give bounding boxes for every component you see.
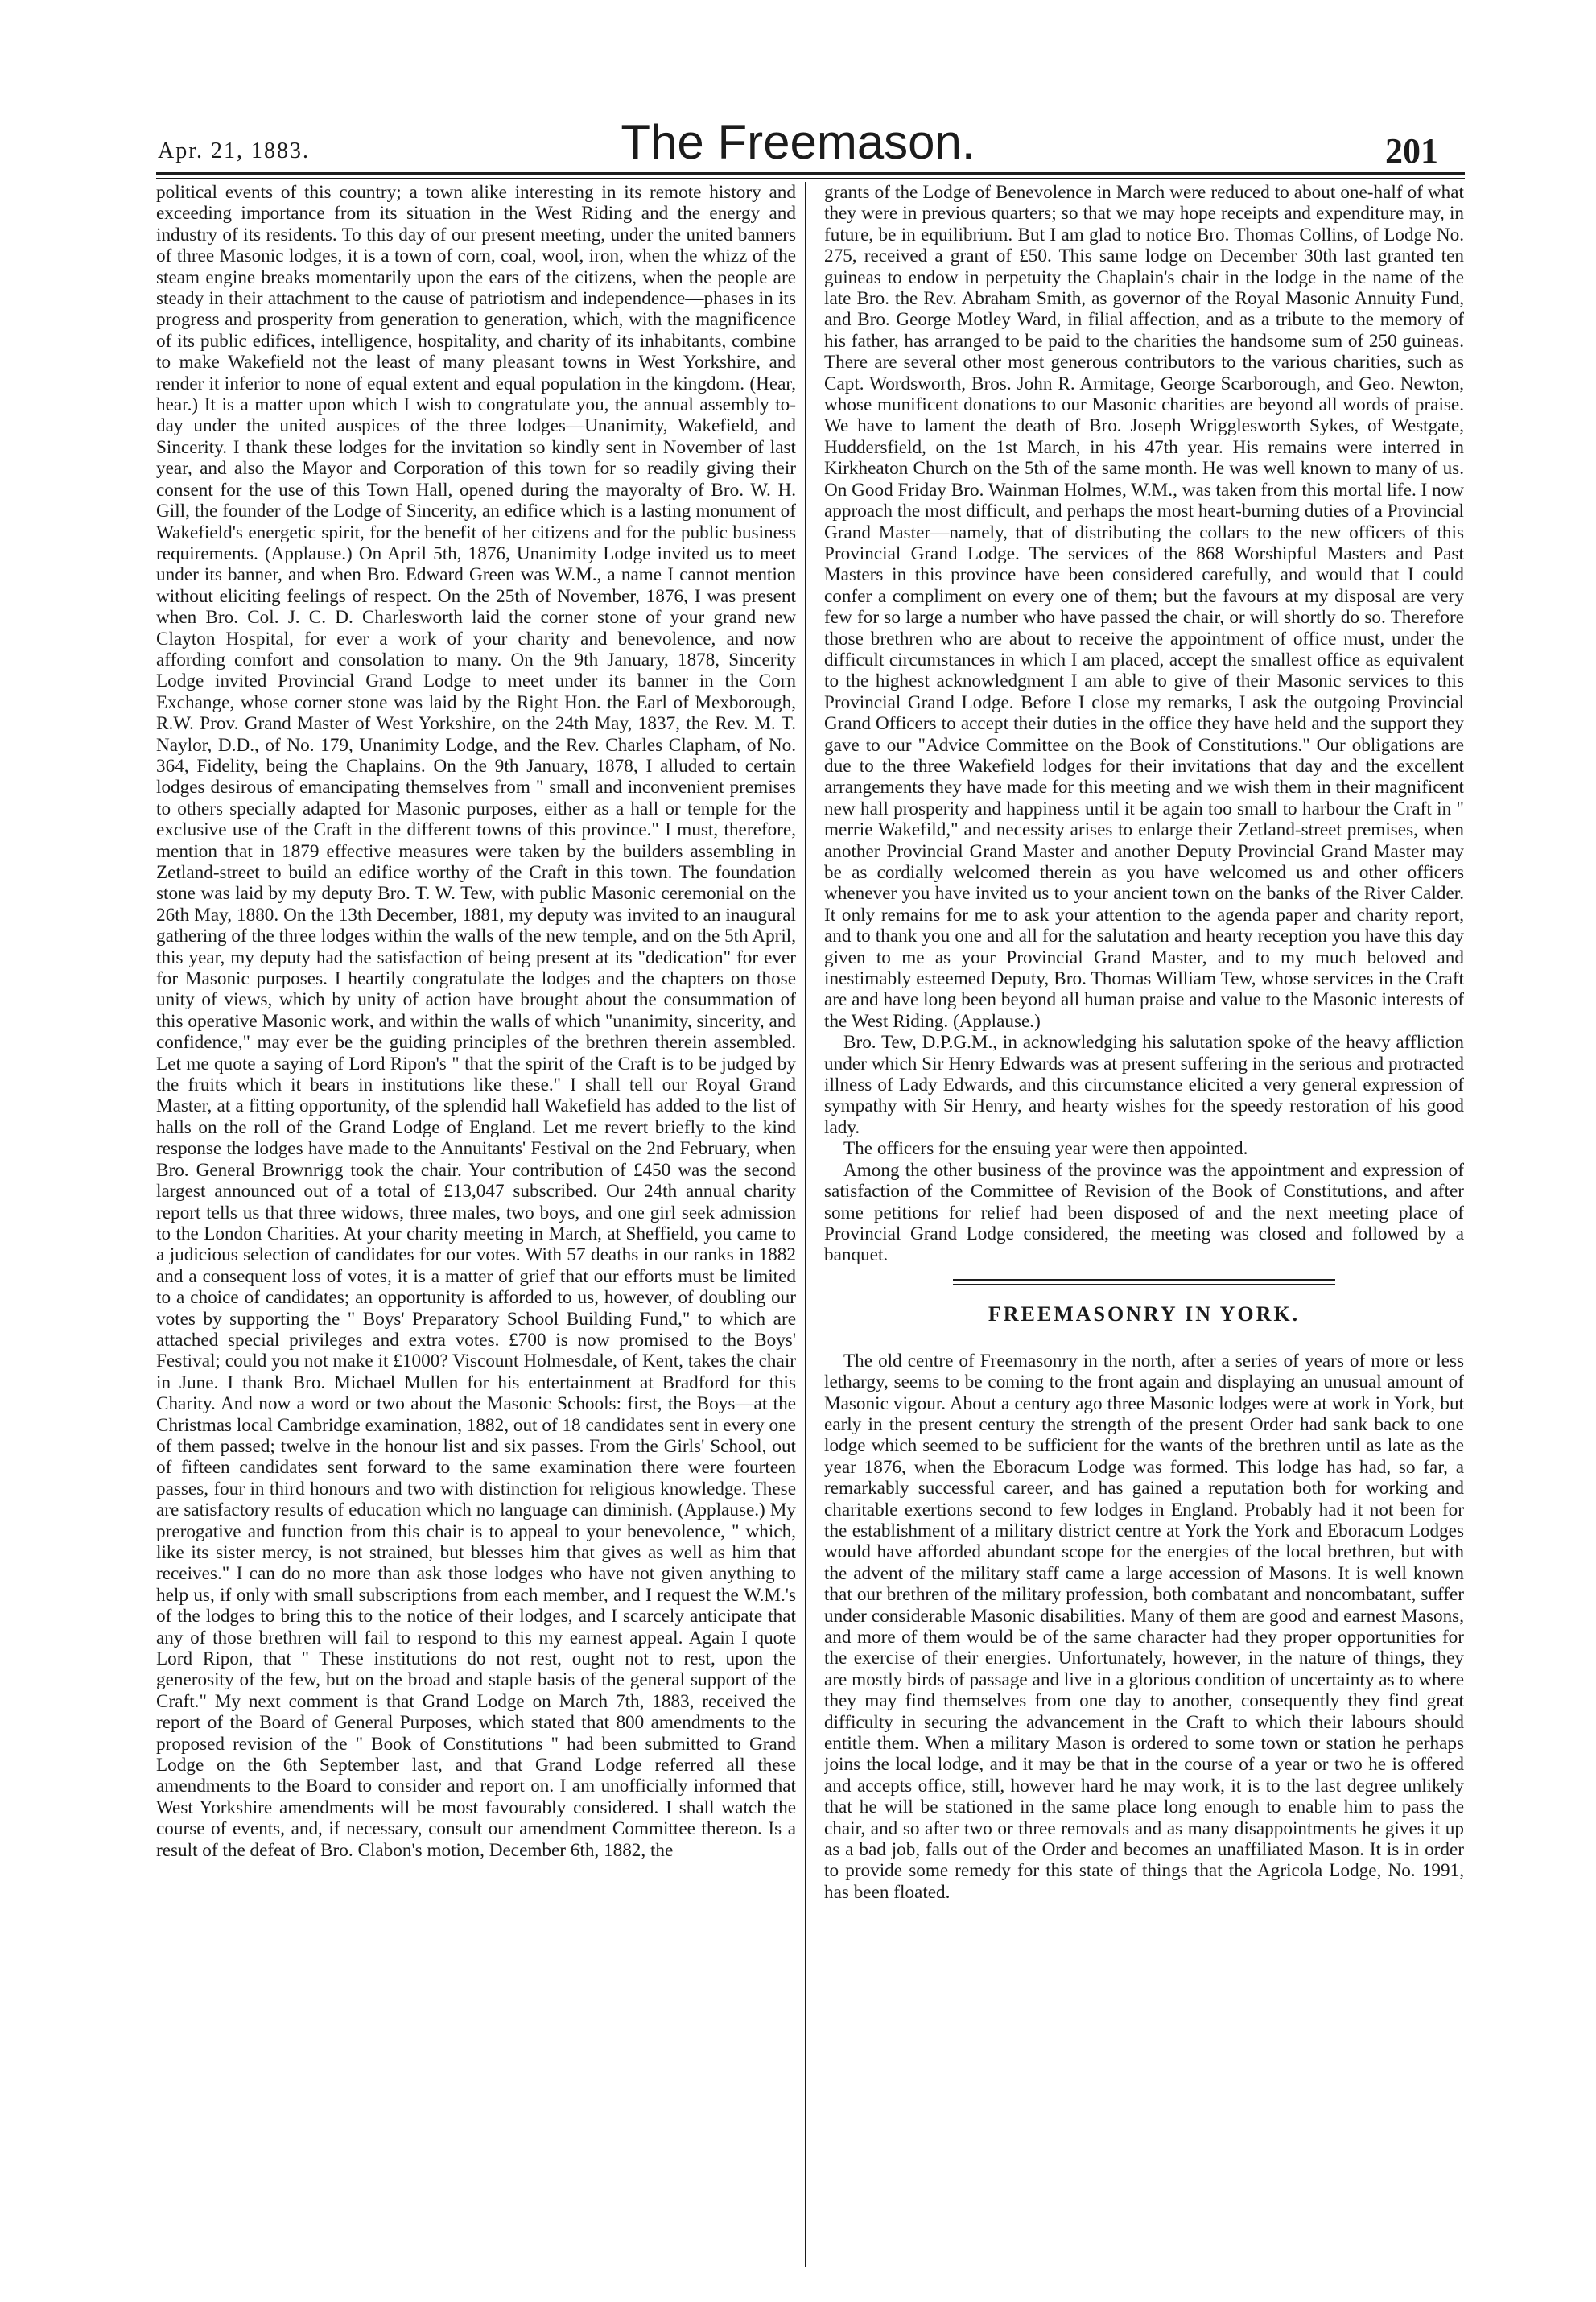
page-number: 201 (1385, 131, 1438, 171)
section-title: FREEMASONRY IN YORK. (988, 1302, 1301, 1326)
column-divider (805, 182, 806, 2267)
paragraph: The old centre of Freemasonry in the north, after a series of years of more or less lethargy, seems to be coming to the front again and displaying an unusual amount of Masonic vigour. About a century ago three Masonic lodges were at work in York, but early in the present century the strength of the present Order had sank back to one lodge which seemed to be sufficient for the wants of the brethren until as late as the year 1876, when the Eboracum Lodge was formed. This lodge has had, so far, a remarkably successful career, and has gained a reputation both for working and charitable exertions second to few lodges in England. Probably had it not been for the establishment of a military district centre at York the York and Eboracum Lodges would have afforded abundant scope for the energies of the local brethren, but with the advent of the military staff came a large accession of Masons. It is well known that our brethren of the military profession, both combatant and noncombatant, suffer under considerable Masonic disabilities. Many of them are good and earnest Masons, and more of them would be of the same character had they proper opportunities for the exercise of their energies. Unfortunately, however, in the nature of things, they are mostly birds of passage and live in a glorious condition of uncertainty as to where they may find themselves from one day to another, consequently they find great difficulty in securing the advancement in the Craft to which their labours should entitle them. When a military Mason is ordered to some town or station he perhaps joins the local lodge, and it may be that in the course of a year or two he is offered and accepts office, still, however hard he may work, it is to the last degree unlikely that he will be stationed in the same place long enough to enable him to pass the chair, and so after two or three removals and as many disappointments he gives it up as a bad job, falls out of the Order and becomes an unaffiliated Mason. It is in order to provide some remedy for this state of things that the Agricola Lodge, No. 1991, has been floated. (824, 1350, 1464, 1903)
header-rule (156, 172, 1465, 175)
left-column (156, 182, 796, 2275)
paragraph: Among the other business of the province was the appointment and expression of satisfaction of the Committee of Revision of the Book of Constitutions, and after some petitions for relief had been disposed of and the next meeting place of Provincial Grand Lodge considered, the meeting was closed and followed by a banquet. (824, 1159, 1464, 1266)
header-rule-thin (156, 178, 1465, 179)
issue-date: Apr. 21, 1883. (158, 138, 310, 163)
paragraph: political events of this country; a town alike interesting in its remote history and exceeding importance from its situation in the West Riding and the energy and industry of its residents. To this day of our present meeting, under the united banners of three Masonic lodges, it is a town of corn, coal, wool, iron, when the whizz of the steam engine breaks momentarily upon the ears of the citizens, when the people are steady in their attachment to the cause of patriotism and independence—phases in its progress and prosperity from generation to generation, which, with the magnificence of its public edifices, intelligence, hospitality, and charity of its inhabitants, combine to make Wakefield not the least of many pleasant towns in West Yorkshire, and render it inferior to none of equal extent and equal population in the kingdom. (Hear, hear.) It is a matter upon which I wish to congratulate you, the annual assembly to-day under the united auspices of the three lodges—Unanimity, Wakefield, and Sincerity. I thank these lodges for the invitation so kindly sent in November of last year, and also the Mayor and Corporation of this town for so readily giving their consent for the use of this Town Hall, opened during the mayoralty of Bro. W. H. Gill, the founder of the Lodge of Sincerity, an edifice which is a lasting monument of Wakefield's energetic spirit, for the benefit of her citizens and for the public business requirements. (Applause.) On April 5th, 1876, Unanimity Lodge invited us to meet under its banner, and when Bro. Edward Green was W.M., a name I cannot mention without eliciting feelings of respect. On the 25th of November, 1876, I was present when Bro. Col. J. C. D. Charlesworth laid the corner stone of your grand new Clayton Hospital, for ever a work of your charity and benevolence, and now affording comfort and consolation to many. On the 9th January, 1878, Sincerity Lodge invited Provincial Grand Lodge to meet under its banner in the Corn Exchange, whose corner stone was laid by the Right Hon. the Earl of Mexborough, R.W. Prov. Grand Master of West Yorkshire, on the 24th May, 1837, the Rev. M. T. Naylor, D.D., of No. 179, Unanimity Lodge, and the Rev. Charles Clapham, of No. 364, Fidelity, being the Chaplains. On the 9th January, 1878, I alluded to certain lodges desirous of emancipating themselves from " small and inconvenient premises to others specially adapted for Masonic purposes, either as a hall or temple for the exclusive use of the Craft in the different towns of this province." I must, therefore, mention that in 1879 effective measures were taken by the builders assembling in Zetland-street to build an edifice worthy of the Craft in this town. The foundation stone was laid by my deputy Bro. T. W. Tew, with public Masonic ceremonial on the 26th May, 1880. On the 13th December, 1881, my deputy was invited to an inaugural gathering of the three lodges within the walls of the new temple, and on the 5th April, this year, my deputy had the satisfaction of being present at its "dedication" for ever for Masonic purposes. I heartily congratulate the lodges and the chapters on those unity of views, which by unity of action have brought about the consummation of this operative Masonic work, and within the walls of which "unanimity, sincerity, and confidence," may ever be the guiding principles of the brethren therein assembled. Let me quote a saying of Lord Ripon's " that the spirit of the Craft is to be judged by the fruits which it bears in institutions like these." I shall tell our Royal Grand Master, at a fitting opportunity, of the splendid hall Wakefield has added to the list of halls on the roll of the Grand Lodge of England. Let me revert briefly to the kind response the lodges have made to the Annuitants' Festival on the 2nd February, when Bro. General Brownrigg took the chair. Your contribution of £450 was the second largest announced out of a total of £13,047 subscribed. Our 24th annual charity report tells us that three widows, three males, two boys, and one girl seek admission to the London Charities. At your charity meeting in March, at Sheffield, you came to a judicious selection of candidates for our votes. With 57 deaths in our ranks in 1882 and a consequent loss of votes, it is a matter of grief that our efforts must be limited to a choice of candidates; an opportunity is afforded to us, however, of doubling our votes by supporting the " Boys' Preparatory School Building Fund," to which are attached special privileges and extra votes. £700 is now promised to the Boys' Festival; could you not make it £1000? Viscount Holmesdale, of Kent, takes the chair in June. I thank Bro. Michael Mullen for his entertainment at Bradford for this Charity. And now a word or two about the Masonic Schools: first, the Boys—at the Christmas local Cambridge examination, 1882, out of 18 candidates sent in every one of them passed; twelve in the honour list and six passes. From the Girls' School, out of fifteen candidates sent forward to the same examination there were fourteen passes, four in third honours and two with distinction for religious knowledge. These are satisfactory results of education which no language can diminish. (Applause.) My prerogative and function from this chair is to appeal to your benevolence, " which, like its sister mercy, is not strained, but blesses him that gives as well as him that receives." I can do no more than ask those lodges who have not given anything to help us, if only with small subscriptions from each member, and I request the W.M.'s of the lodges to bring this to the notice of their lodges, and I scarcely anticipate that any of those brethren will fail to respond to this my earnest appeal. Again I quote Lord Ripon, that " These institutions do not rest, ought not to rest, upon the generosity of the few, but on the broad and staple basis of the general support of the Craft." My next comment is that Grand Lodge on March 7th, 1883, received the report of the Board of General Purposes, which stated that 800 amendments to the proposed revision of the " Book of Constitutions " had been submitted to Grand Lodge on the 6th September last, and that Grand Lodge referred all these amendments to the Board to consider and report on. I am unofficially informed that West Yorkshire amendments will be most favourably considered. I shall watch the course of events, and, if necessary, consult our amendment Committee thereon. Is a result of the defeat of Bro. Clabon's motion, December 6th, 1882, the (156, 182, 796, 1861)
section-separator (953, 1279, 1335, 1285)
right-column (824, 182, 1464, 2275)
paragraph: Bro. Tew, D.P.G.M., in acknowledging his salutation spoke of the heavy affliction under which Sir Henry Edwards was at present suffering in the serious and protracted illness of Lady Edwards, and this circumstance elicited a very general expression of sympathy with Sir Henry, and hearty wishes for the speedy restoration of his good lady. (824, 1032, 1464, 1138)
masthead-title: The Freemason. (621, 115, 975, 169)
paragraph: The officers for the ensuing year were then appointed. (843, 1138, 1248, 1160)
paragraph: grants of the Lodge of Benevolence in March were reduced to about one-half of what they were in previous quarters; so that we may hope receipts and expenditure may, in future, be in equilibrium. But I am glad to notice Bro. Thomas Collins, of Lodge No. 275, received a grant of £50. This same lodge on December 30th last granted ten guineas to endow in perpetuity the Chaplain's chair in the lodge in the name of the late Bro. the Rev. Abraham Smith, as governor of the Royal Masonic Annuity Fund, and Bro. George Motley Ward, in filial affection, and as a tribute to the memory of his father, has arranged to be paid to the charities the handsome sum of 250 guineas. There are several other most generous contributors to the various charities, such as Capt. Wordsworth, Bros. John R. Armitage, George Scarborough, and Geo. Newton, whose munificent donations to our Masonic charities are beyond all words of praise. We have to lament the death of Bro. Joseph Wrigglesworth Sykes, of Westgate, Huddersfield, on the 1st March, in his 47th year. His remains were interred in Kirkheaton Church on the 5th of the same month. He was well known to many of us. On Good Friday Bro. Wainman Holmes, W.M., was taken from this mortal life. I now approach the most difficult, and perhaps the most heart-burning duties of a Provincial Grand Master—namely, that of distributing the collars to the new officers of this Provincial Grand Lodge. The services of the 868 Worshipful Masters and Past Masters in this province have been considered carefully, and would that I could confer a compliment on every one of them; but the favours at my disposal are very few for so large a number who have passed the chair, or will shortly do so. Therefore those brethren who are about to receive the appointment of office must, under the difficult circumstances in which I am placed, accept the smallest office as equivalent to the highest acknowledgment I am able to give of their Masonic services to this Provincial Grand Lodge. Before I close my remarks, I ask the outgoing Provincial Grand Officers to accept their duties in the office they have held and the support they gave to our "Advice Committee on the Book of Constitutions." Our obligations are due to the three Wakefield lodges for their invitations that day and the excellent arrangements they have made for this meeting and we wish them in their magnificent new hall prosperity and happiness until it be again too small to harbour the Craft in " merrie Wakefild," and necessity arises to enlarge their Zetland-street premises, when another Provincial Grand Master and another Deputy Provincial Grand Master may be as cordially welcomed therein as you have welcomed us and other officers whenever you have invited us to your ancient town on the banks of the River Calder. It only remains for me to ask your attention to the agenda paper and charity report, and to thank you one and all for the salutation and hearty reception you have this day given to me as your Provincial Grand Master, and to my much beloved and inestimably esteemed Deputy, Bro. Thomas William Tew, whose services in the Craft are and have long been beyond all human praise and value to the Masonic interests of the West Riding. (Applause.) (824, 182, 1464, 1032)
